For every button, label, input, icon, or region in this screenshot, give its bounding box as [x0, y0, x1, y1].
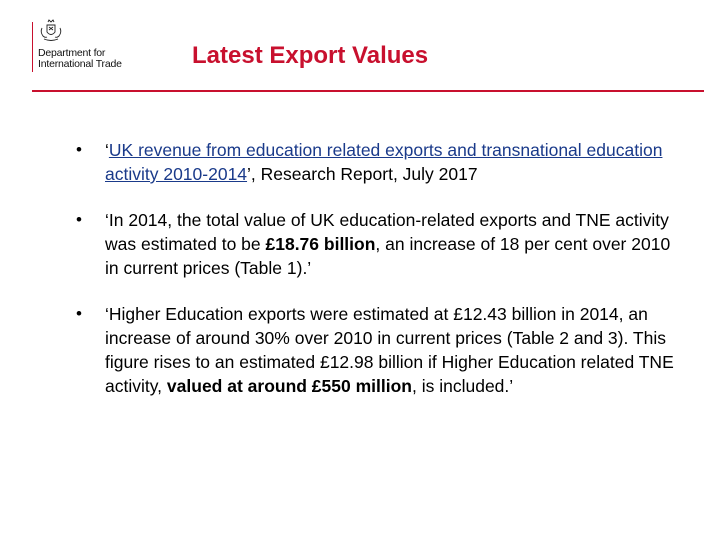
header-divider — [32, 90, 704, 92]
bullet-item-higher-education — [76, 302, 676, 398]
bullet-item-report — [76, 138, 676, 186]
page-title: Latest Export Values — [192, 42, 429, 69]
logo-line-2: International Trade — [38, 58, 122, 70]
bullet-marker: • — [76, 140, 82, 159]
tne-value-highlight: valued at around £550 million — [166, 376, 412, 396]
bullet-list — [76, 138, 676, 420]
bullet-marker: • — [76, 304, 82, 323]
quote-text-end: , is included.’ — [412, 376, 514, 396]
bullet-marker: • — [76, 210, 82, 229]
quote-text-start: ‘Higher Education exports were estimated at £12.43 billion in 2014, an increase of around 30% over 2010 in current prices (Table 2 and 3). This figure rises to an estimated £12.98 billion if Higher Education related TNE activity, — [105, 304, 674, 396]
report-link[interactable]: UK revenue from education related exports and transnational education activity 2010-2014 — [105, 140, 663, 184]
logo-divider — [32, 22, 33, 72]
department-logo-text — [38, 48, 122, 70]
bullet-item-total-value — [76, 208, 676, 280]
total-value-highlight: £18.76 billion — [265, 234, 376, 254]
quote-text-end: , an increase of 18 per cent over 2010 in current prices (Table 1).’ — [105, 234, 671, 278]
logo-line-1: Department for — [38, 47, 106, 59]
report-citation: ’, Research Report, July 2017 — [247, 164, 478, 184]
quote-text-start: ‘In 2014, the total value of UK education-related exports and TNE activity was estimated to be — [105, 210, 669, 254]
royal-crest-icon — [38, 18, 64, 44]
open-quote: ‘ — [105, 140, 109, 160]
